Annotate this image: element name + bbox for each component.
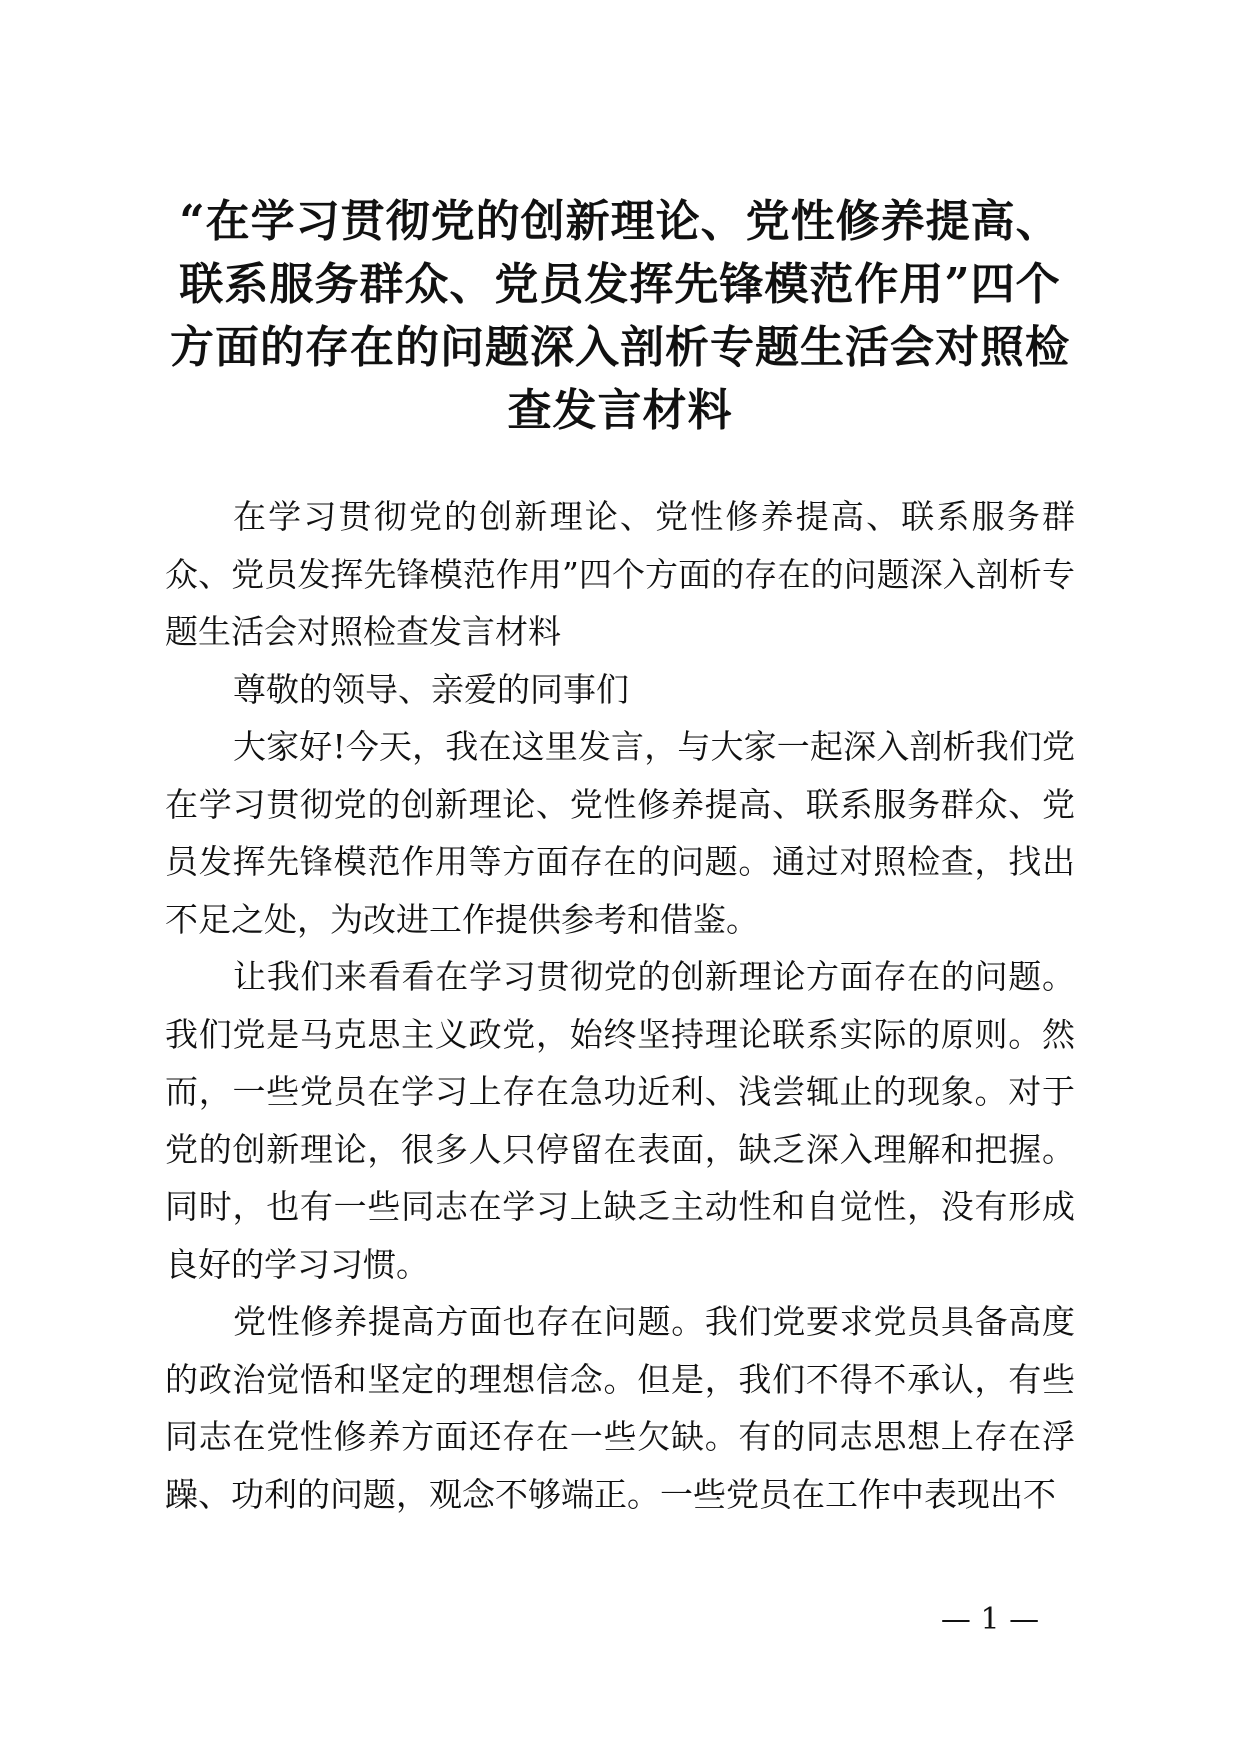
body-paragraph-4: 让我们来看看在学习贯彻党的创新理论方面存在的问题。我们党是马克思主义政党，始终坚持理论联系实际的原则。然而，一些党员在学习上存在急功近利、浅尝辄止的现象。对于党的创新理论，很多人只停留在表面，缺乏深入理解和把握。同时，也有一些同志在学习上缺乏主动性和自觉性，没有形成良好的学习习惯。 [165,957,1075,1284]
document-title: “在学习贯彻党的创新理论、党性修养提高、联系服务群众、党员发挥先锋模范作用”四个方面的存在的问题深入剖析专题生活会对照检查发言材料 [170,196,1070,436]
body-paragraph-1: 在学习贯彻党的创新理论、党性修养提高、联系服务群众、党员发挥先锋模范作用”四个方面的存在的问题深入剖析专题生活会对照检查发言材料 [165,497,1075,651]
body-paragraph-2: 尊敬的领导、亲爱的同事们 [233,669,629,709]
document-body [165,488,1075,1523]
body-paragraph-3: 大家好!今天，我在这里发言，与大家一起深入剖析我们党在学习贯彻党的创新理论、党性修养提高、联系服务群众、党员发挥先锋模范作用等方面存在的问题。通过对照检查，找出不足之处，为改进工作提供参考和借鉴。 [165,727,1075,939]
body-paragraph-5: 党性修养提高方面也存在问题。我们党要求党员具备高度的政治觉悟和坚定的理想信念。但是，我们不得不承认，有些同志在党性修养方面还存在一些欠缺。有的同志思想上存在浮躁、功利的问题，观念不够端正。一些党员在工作中表现出不 [165,1302,1075,1514]
page-number: — 1 — [940,1602,1040,1637]
